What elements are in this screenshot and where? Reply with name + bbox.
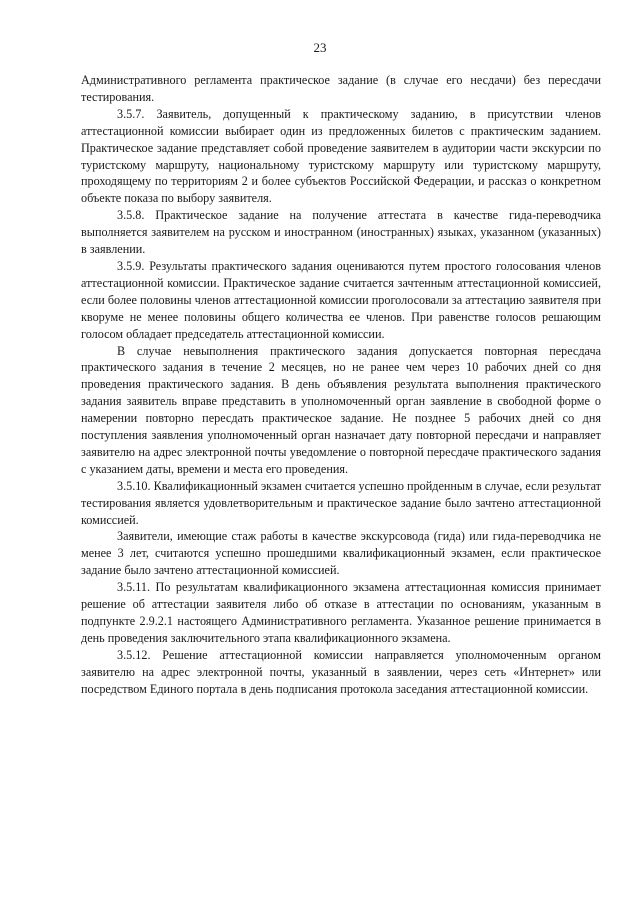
paragraph-3-5-9: 3.5.9. Результаты практического задания оцениваются путем простого голосования членов аттестационной комиссии. Практическое задание считается зачтенным аттестационной комиссией, если более половины членов аттестационной комиссии проголосовали за аттестацию заявителя при кворуме не менее половины общего количества ее членов. При равенстве голосов решающим голосом обладает председатель аттестационной комиссии. (81, 258, 601, 341)
paragraph-3-5-10: 3.5.10. Квалификационный экзамен считается успешно пройденным в случае, если результат тестирования является удовлетворительным и практическое задание было зачтено аттестационной комиссией. (81, 478, 601, 527)
page-number: 23 (313, 40, 327, 55)
paragraph-continuation: Административного регламента практическое задание (в случае его несдачи) без пересдачи тестирования. (81, 73, 601, 104)
paragraph-3-5-8: 3.5.8. Практическое задание на получение аттестата в качестве гида-переводчика выполняется заявителем на русском и иностранном (иностранных) языках, указанном (указанных) в заявлении. (81, 208, 601, 257)
paragraph-experience-exemption: Заявители, имеющие стаж работы в качестве экскурсовода (гида) или гида-переводчика не менее 3 лет, считаются успешно прошедшими квалификационный экзамен, если практическое задание было зачтено аттестационной комиссией. (81, 529, 601, 578)
paragraph-retake: В случае невыполнения практического задания допускается повторная пересдача практического задания в течение 2 месяцев, но не ранее чем через 10 рабочих дней со дня проведения практического задания. В день объявления результата выполнения практического задания заявитель вправе представить в уполномоченный орган заявление в свободной форме о намерении повторно пересдать практическое задание. Не позднее 5 рабочих дней со дня поступления заявления уполномоченный орган назначает дату повторной пересдачи и направляет заявителю на адрес электронной почты уведомление о повторной пересдаче практического задания с указанием даты, времени и места его проведения. (81, 343, 601, 476)
paragraph-3-5-7: 3.5.7. Заявитель, допущенный к практическому заданию, в присутствии членов аттестационной комиссии выбирает один из предложенных билетов с практическим заданием. Практическое задание представляет собой проведение заявителем в аудитории части экскурсии по туристскому маршруту, национальному туристскому маршруту или туристскому маршруту, проходящему по территориям 2 и более субъектов Российской Федерации, и рассказ о конкретном объекте показа по выбору заявителя. (81, 106, 601, 206)
paragraph-3-5-11: 3.5.11. По результатам квалификационного экзамена аттестационная комиссия принимает решение об аттестации заявителя либо об отказе в аттестации по основаниям, указанным в подпункте 2.9.2.1 настоящего Административного регламента. Указанное решение принимается в день проведения заключительного этапа квалификационного экзамена. (81, 580, 601, 645)
paragraph-3-5-12: 3.5.12. Решение аттестационной комиссии направляется уполномоченным органом заявителю на адрес электронной почты, указанный в заявлении, через сеть «Интернет» или посредством Единого портала в день подписания протокола заседания аттестационной комиссии. (81, 647, 601, 696)
document-body (81, 72, 601, 698)
